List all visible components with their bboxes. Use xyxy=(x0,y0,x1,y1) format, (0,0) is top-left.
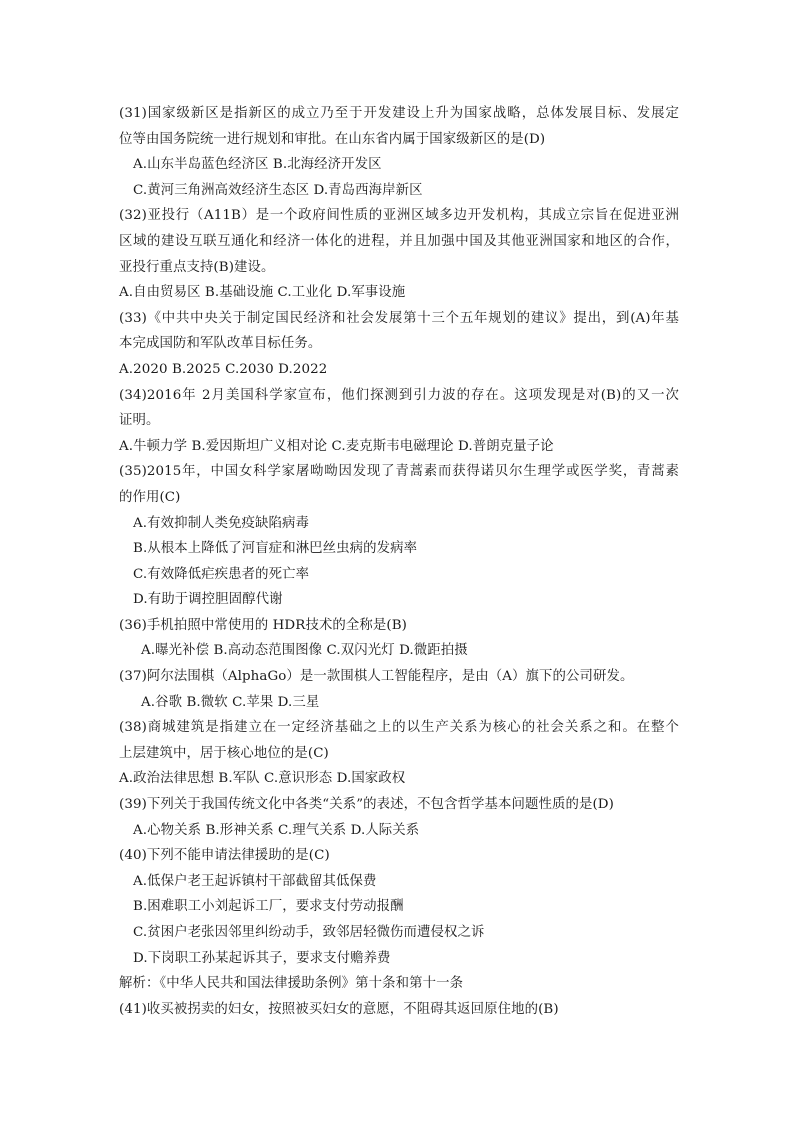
text-line: (38)商城建筑是指建立在一定经济基础之上的以生产关系为核心的社会关系之和。在整个 xyxy=(119,720,679,736)
text-line: (35)2015年，中国女科学家屠呦呦因发现了青蒿素而获得诺贝尔生理学或医学奖，青蒿素 xyxy=(119,464,679,480)
text-line: (32)亚投行（A11B）是一个政府间性质的亚洲区域多边开发机构，其成立宗旨在促进亚洲 xyxy=(119,208,679,224)
text-line: A.曝光补偿 B.高动态范围图像 C.双闪光灯 D.微距拍摄 xyxy=(141,643,468,659)
text-line: A.牛顿力学 B.爱因斯坦广义相对论 C.麦克斯韦电磁理论 D.普朗克量子论 xyxy=(119,438,554,454)
text-line: A.2020 B.2025 C.2030 D.2022 xyxy=(119,361,328,377)
text-line: (41)收买被拐卖的妇女，按照被买妇女的意愿，不阻碍其返回原住地的(B) xyxy=(119,1001,559,1017)
text-line: (33)《中共中央关于制定国民经济和社会发展第十三个五年规划的建议》提出，到(A)年基 xyxy=(119,310,679,326)
text-line: A.低保户老王起诉镇村干部截留其低保费 xyxy=(133,873,377,889)
text-line: 区域的建设互联互通化和经济一体化的进程，并且加强中国及其他亚洲国家和地区的合作， xyxy=(119,233,679,249)
document-body xyxy=(119,101,679,1022)
text-line: (31)国家级新区是指新区的成立乃至于开发建设上升为国家战略，总体发展目标、发展定 xyxy=(119,106,679,121)
text-line: 位等由国务院统一进行规划和审批。在山东省内属于国家级新区的是(D) xyxy=(119,131,546,147)
text-line: 的作用(C) xyxy=(119,489,181,505)
text-line: A.山东半岛蓝色经济区 B.北海经济开发区 xyxy=(133,157,382,173)
text-line: C.黄河三角洲高效经济生态区 D.青岛西海岸新区 xyxy=(133,182,423,198)
text-line: 上层建筑中，居于核心地位的是(C) xyxy=(119,745,329,761)
text-line: A.政治法律思想 B.军队 C.意识形态 D.国家政权 xyxy=(119,771,406,787)
text-line: C.有效降低疟疾患者的死亡率 xyxy=(133,566,310,582)
text-line: D.有助于调控胆固醇代谢 xyxy=(133,592,283,608)
text-line: (34)2016年 2月美国科学家宣布，他们探测到引力波的存在。这项发现是对(B)的又一次 xyxy=(119,387,679,403)
text-line: B.从根本上降低了河盲症和淋巴丝虫病的发病率 xyxy=(133,541,418,557)
text-line: 证明。 xyxy=(119,413,160,429)
text-line: B.困难职工小刘起诉工厂，要求支付劳动报酬 xyxy=(133,899,404,915)
text-line: C.贫困户老张因邻里纠纷动手，致邻居轻微伤而遭侵权之诉 xyxy=(133,925,485,940)
text-line: A.心物关系 B.形神关系 C.理气关系 D.人际关系 xyxy=(133,822,420,838)
text-line: A.自由贸易区 B.基础设施 C.工业化 D.军事设施 xyxy=(119,285,406,301)
text-line: A.谷歌 B.微软 C.苹果 D.三星 xyxy=(141,694,320,710)
text-line: 解析：《中华人民共和国法律援助条例》第十条和第十一条 xyxy=(119,976,464,992)
text-line: (39)下列关于我国传统文化中各类“关系”的表述，不包含哲学基本问题性质的是(D) xyxy=(119,797,614,813)
text-line: D.下岗职工孙某起诉其子，要求支付赡养费 xyxy=(133,950,391,966)
text-line: 亚投行重点支持(B)建设。 xyxy=(119,259,275,275)
text-line: (37)阿尔法围棋（AlphaGo）是一款围棋人工智能程序，是由（A）旗下的公司研发。 xyxy=(119,669,634,685)
text-line: 本完成国防和军队改革目标任务。 xyxy=(119,336,322,352)
text-line: (40)下列不能申请法律援助的是(C) xyxy=(119,848,330,864)
text-line: (36)手机拍照中常使用的 HDR技术的全称是(B) xyxy=(119,617,407,633)
text-line: A.有效抑制人类免疫缺陷病毒 xyxy=(133,515,310,531)
